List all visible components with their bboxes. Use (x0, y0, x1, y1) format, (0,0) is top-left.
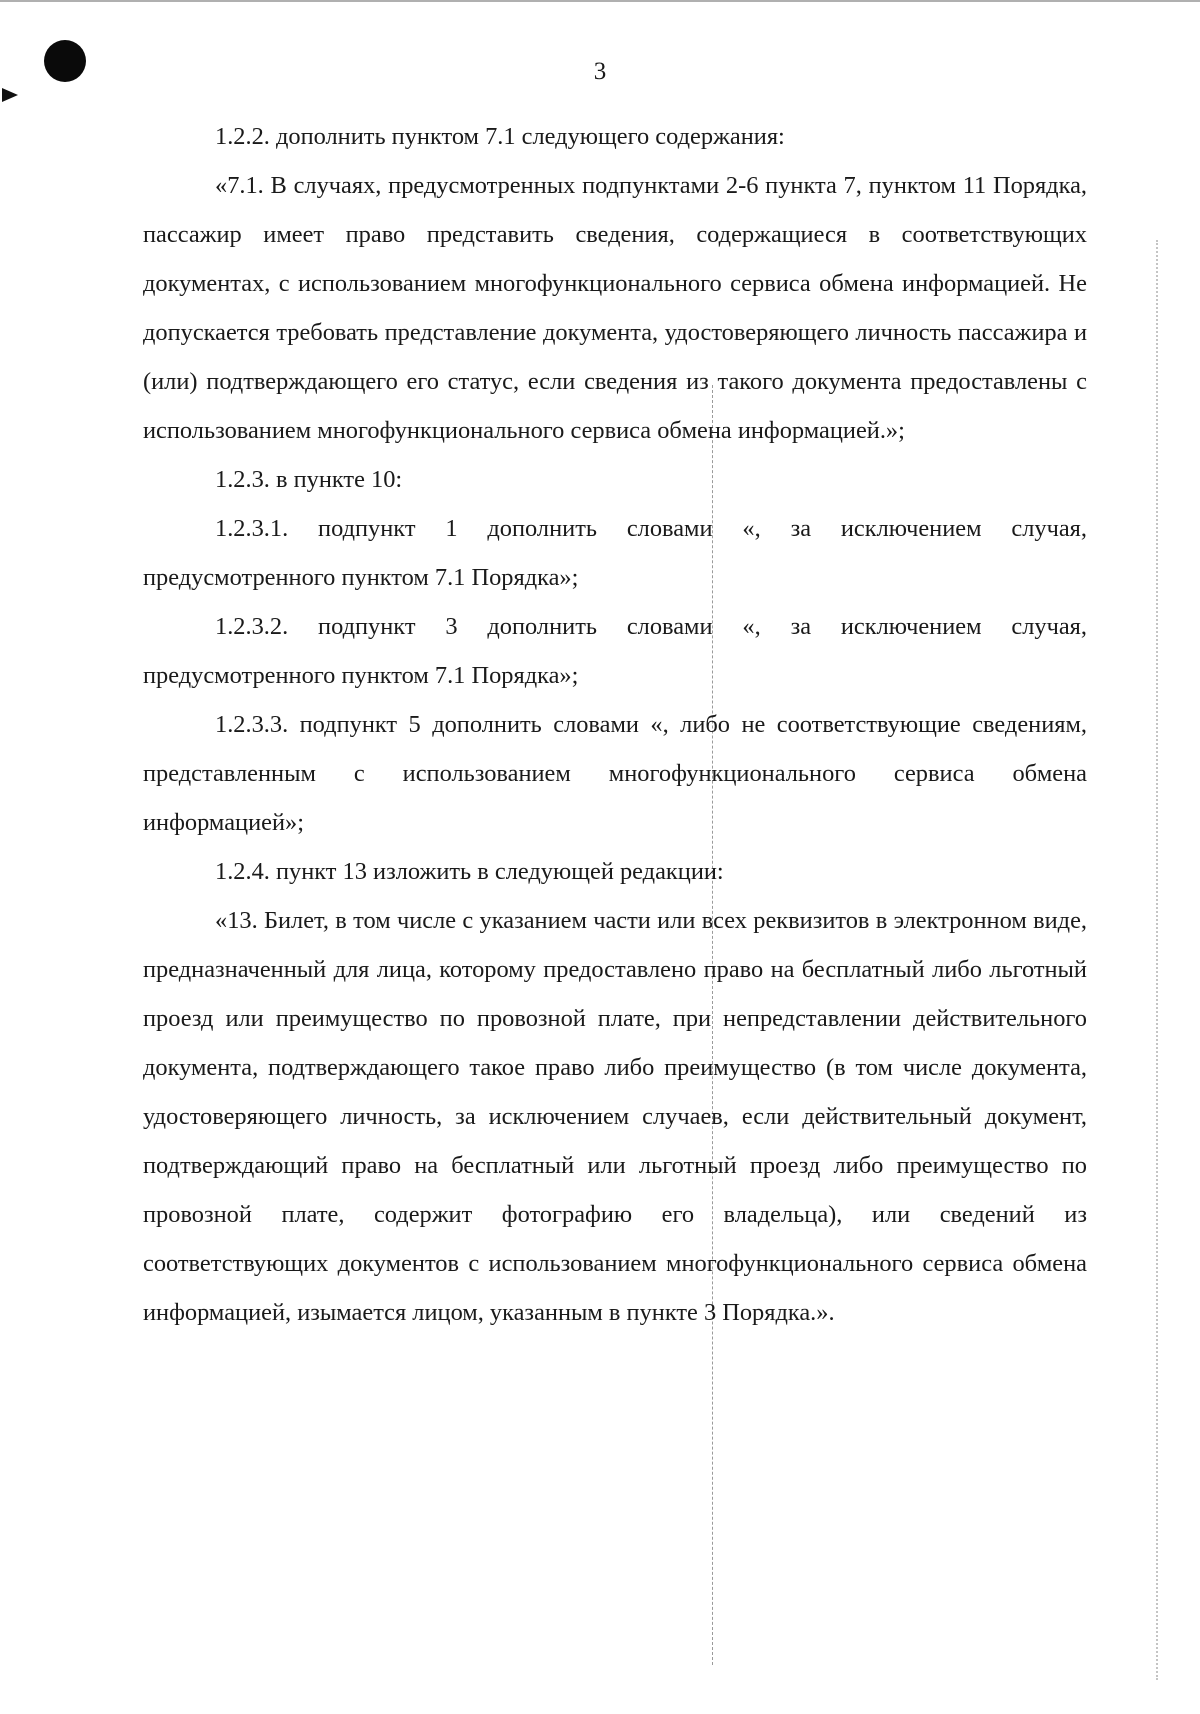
paragraph-1-2-3-3: 1.2.3.3. подпункт 5 дополнить словами «, либо не соответствующие сведениям, представленным с использованием многофункционального сервиса обмена информацией»; (143, 711, 1087, 836)
scan-edge-dots (1156, 240, 1158, 1680)
paragraph-1-2-3-1: 1.2.3.1. подпункт 1 дополнить словами «, за исключением случая, предусмотренного пунктом 7.1 Порядка»; (143, 515, 1087, 591)
paragraph-13-quote: «13. Билет, в том числе с указанием части или всех реквизитов в электронном виде, предназначенный для лица, которому предоставлено право на бесплатный либо льготный проезд или преимущество по провозной плате, при непредставлении действительного документа, подтверждающего такое право либо преимущество (в том числе документа, удостоверяющего личность, за исключением случаев, если действительный документ, подтверждающий право на бесплатный или льготный проезд либо преимущество по провозной плате, содержит фотографию его владельца), или сведений из соответствующих документов с использованием многофункционального сервиса обмена информацией, изымается лицом, указанным в пункте 3 Порядка.». (143, 907, 1087, 1326)
scan-top-edge (0, 0, 1200, 2)
paragraph-7-1-quote: «7.1. В случаях, предусмотренных подпунктами 2-6 пункта 7, пунктом 11 Порядка, пассажир имеет право представить сведения, содержащиеся в соответствующих документах, с использованием многофункционального сервиса обмена информацией. Не допускается требовать представление документа, удостоверяющего личность пассажира и (или) подтверждающего его статус, если сведения из такого документа предоставлены с использованием многофункционального сервиса обмена информацией.»; (143, 172, 1087, 444)
scan-edge-arrow-mark (2, 88, 18, 102)
paragraph-1-2-4: 1.2.4. пункт 13 изложить в следующей редакции: (215, 858, 724, 885)
paragraph-1-2-3-2: 1.2.3.2. подпункт 3 дополнить словами «, за исключением случая, предусмотренного пунктом 7.1 Порядка»; (143, 613, 1087, 689)
paragraph-1-2-3: 1.2.3. в пункте 10: (215, 466, 403, 493)
document-body (143, 112, 1087, 1337)
paragraph-1-2-2: 1.2.2. дополнить пунктом 7.1 следующего содержания: (215, 123, 785, 150)
page-number: 3 (593, 58, 607, 85)
